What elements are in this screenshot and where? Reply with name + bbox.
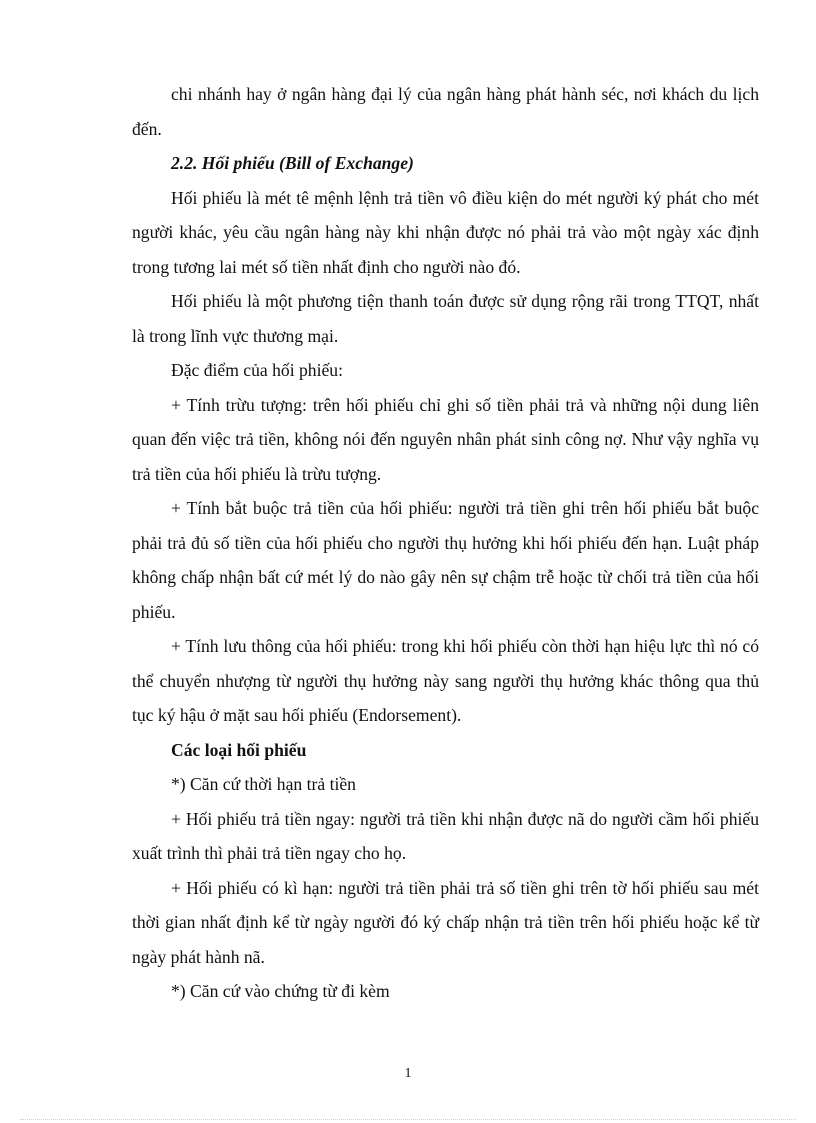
page-number: 1 (404, 1066, 412, 1081)
paragraph-feature-abstract: + Tính trừu tượng: trên hối phiếu chỉ ghi số tiền phải trả và những nội dung liên quan đến việc trả tiền, không nói đến nguyên nhân phát sinh công nợ. Như vậy nghĩa vụ trả tiền của hối phiếu là trừu tượng. (132, 394, 759, 484)
paragraph-continuation: chi nhánh hay ở ngân hàng đại lý của ngân hàng phát hành séc, nơi khách du lịch đến. (132, 84, 759, 139)
paragraph-criterion-documents: *) Căn cứ vào chứng từ đi kèm (171, 981, 390, 1001)
body-text (132, 77, 759, 1009)
paragraph-definition: Hối phiếu là mét tê mệnh lệnh trả tiền vô điều kiện do mét người ký phát cho mét người khác, yêu cầu ngân hàng này khi nhận được nó phải trả vào một ngày xác định trong tương lai mét số tiền nhất định cho người nào đó. (132, 187, 759, 277)
paragraph-sight-bill: + Hối phiếu trả tiền ngay: người trả tiền khi nhận được nã do người cầm hối phiếu xuất trình thì phải trả tiền ngay cho họ. (132, 808, 759, 863)
paragraph-feature-negotiable: + Tính lưu thông của hối phiếu: trong khi hối phiếu còn thời hạn hiệu lực thì nó có thể chuyển nhượng từ người thụ hưởng này sang người thụ hưởng khác thông qua thủ tục ký hậu ở mặt sau hối phiếu (Endorsement). (132, 636, 759, 725)
paragraph-feature-mandatory: + Tính bắt buộc trả tiền của hối phiếu: người trả tiền ghi trên hối phiếu bắt buộc phải trả đủ số tiền của hối phiếu cho người thụ hưởng khi hối phiếu đến hạn. Luật pháp không chấp nhận bất cứ mét lý do nào gây nên sự chậm trễ hoặc từ chối trả tiền của hối phiếu. (132, 498, 759, 622)
section-heading-bill-of-exchange: 2.2. Hối phiếu (Bill of Exchange) (171, 153, 414, 173)
paragraph-usage: Hối phiếu là một phương tiện thanh toán được sử dụng rộng rãi trong TTQT, nhất là trong lĩnh vực thương mại. (132, 291, 759, 346)
subheading-types: Các loại hối phiếu (171, 739, 307, 760)
paragraph-time-bill: + Hối phiếu có kì hạn: người trả tiền phải trả số tiền ghi trên tờ hối phiếu sau mét thời gian nhất định kể từ ngày người đó ký chấp nhận trả tiền trên hối phiếu hoặc kể từ ngày phát hành nã. (132, 877, 759, 967)
paragraph-criterion-term: *) Căn cứ thời hạn trả tiền (171, 774, 356, 794)
page-bottom-border (20, 1119, 796, 1120)
paragraph-features-intro: Đặc điểm của hối phiếu: (171, 360, 343, 380)
